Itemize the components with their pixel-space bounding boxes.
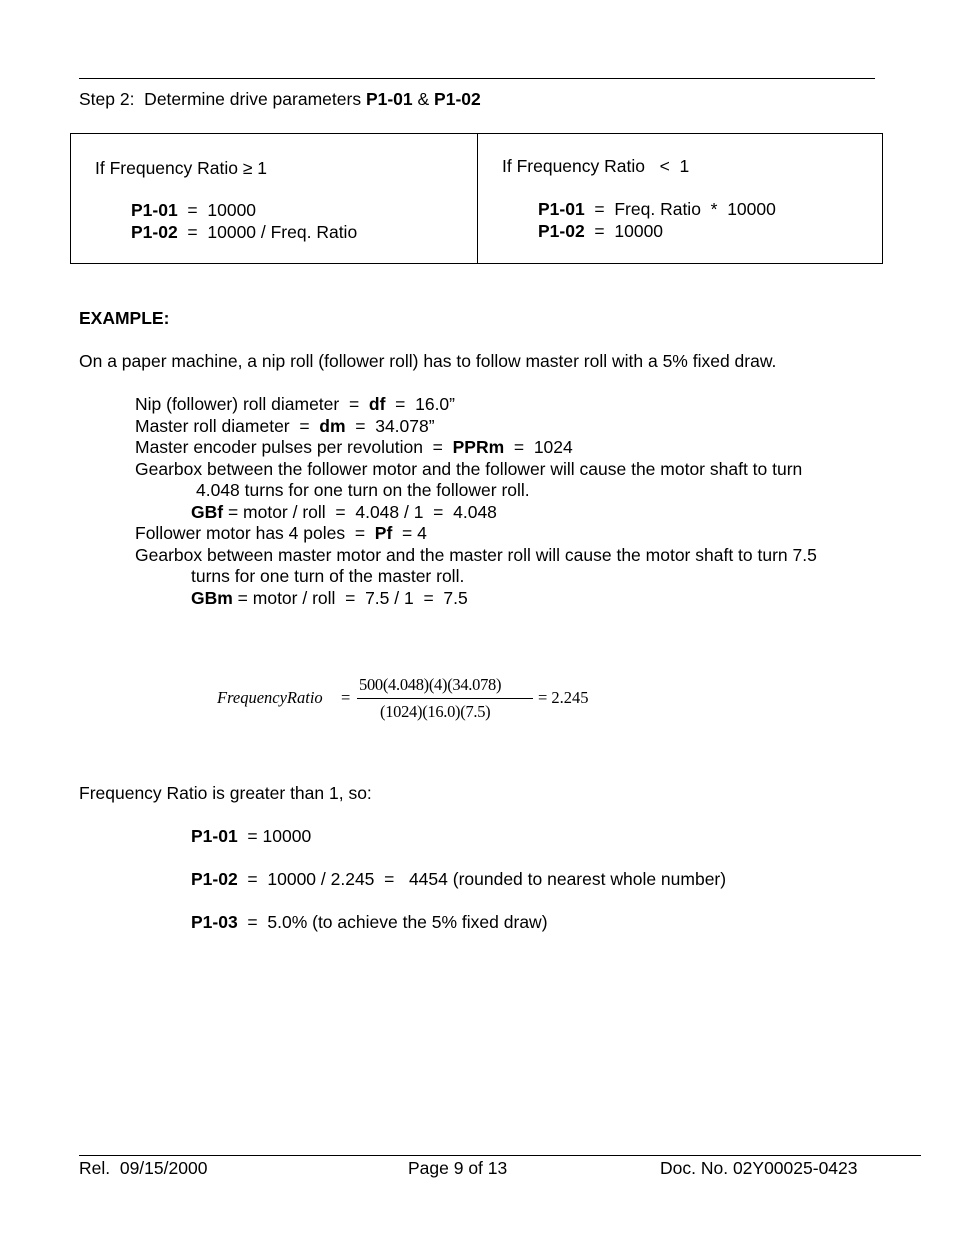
poles-text: Follower motor has 4 poles = xyxy=(135,523,375,543)
right-p101-label: P1-01 xyxy=(538,199,585,219)
poles-symbol: Pf xyxy=(374,523,393,543)
equation-lhs xyxy=(217,690,323,707)
conclusion-p103-value: = 5.0% (to achieve the 5% fixed draw) xyxy=(237,912,548,932)
gbm-formula: = motor / roll = 7.5 / 1 = 7.5 xyxy=(232,588,468,608)
poles-value: = 4 xyxy=(392,523,427,543)
encoder-line xyxy=(135,439,573,457)
gbf-formula-line xyxy=(191,504,497,522)
conclusion-p101-value: = 10000 xyxy=(237,826,312,846)
gbf-symbol: GBf xyxy=(191,502,224,522)
conclusion-p102-value: = 10000 / 2.245 = 4454 (rounded to nearest whole number) xyxy=(237,869,727,889)
header-rule xyxy=(79,78,875,79)
gbf-line-1: Gearbox between the follower motor and the follower will cause the motor shaft to turn xyxy=(135,459,803,479)
left-p101-label: P1-01 xyxy=(131,200,178,220)
left-p102-label: P1-02 xyxy=(131,222,178,242)
right-p102-line xyxy=(538,223,663,241)
gbm-formula-line xyxy=(191,590,468,608)
conclusion-p102-line xyxy=(191,871,726,889)
step2-prefix: Step 2: Determine drive parameters xyxy=(79,89,366,109)
poles-line xyxy=(135,525,427,543)
footer-release: Rel. 09/15/2000 xyxy=(79,1158,208,1178)
step2-p101: P1-01 xyxy=(365,89,413,109)
left-p102-line xyxy=(131,224,357,242)
right-p101-value: = Freq. Ratio * 10000 xyxy=(584,199,776,219)
nip-diameter-symbol: df xyxy=(368,394,386,414)
encoder-symbol: PPRm xyxy=(452,437,505,457)
conclusion-p103-line xyxy=(191,914,548,932)
left-condition: If Frequency Ratio ≥ 1 xyxy=(95,158,268,178)
footer-doc-number: Doc. No. 02Y00025-0423 xyxy=(660,1158,858,1178)
gbm-line-2: turns for one turn of the master roll. xyxy=(191,566,465,586)
footer-rule xyxy=(79,1155,921,1156)
nip-diameter-line xyxy=(135,396,455,414)
conclusion-p101-line xyxy=(191,828,311,846)
left-p101-value: = 10000 xyxy=(177,200,257,220)
conclusion-p101-label: P1-01 xyxy=(191,826,238,846)
equation-numerator: 500(4.048)(4)(34.078) xyxy=(359,675,502,694)
gbf-formula: = motor / roll = 4.048 / 1 = 4.048 xyxy=(223,502,497,522)
equation-equals: = xyxy=(341,688,351,707)
right-condition: If Frequency Ratio < 1 xyxy=(502,156,690,176)
step2-p102: P1-02 xyxy=(434,89,481,109)
conclusion-p103-label: P1-03 xyxy=(191,912,238,932)
master-diameter-line xyxy=(135,418,435,436)
master-diameter-symbol: dm xyxy=(319,416,346,436)
fraction-bar xyxy=(357,698,533,699)
equation-result: = 2.245 xyxy=(538,688,589,707)
gbm-symbol: GBm xyxy=(191,588,233,608)
right-p101-line xyxy=(538,201,776,219)
equation-denominator: (1024)(16.0)(7.5) xyxy=(380,702,491,721)
example-intro: On a paper machine, a nip roll (follower roll) has to follow master roll with a 5% fixed draw. xyxy=(79,351,777,371)
gbm-line-1: Gearbox between master motor and the master roll will cause the motor shaft to turn 7.5 xyxy=(135,545,817,565)
left-p102-value: = 10000 / Freq. Ratio xyxy=(177,222,358,242)
right-p102-label: P1-02 xyxy=(538,221,585,241)
left-p101-line xyxy=(131,202,256,220)
equation-lhs-text: FrequencyRatio xyxy=(217,688,323,707)
step2-amp: & xyxy=(412,89,435,109)
parameter-table xyxy=(70,133,883,264)
footer-page-number: Page 9 of 13 xyxy=(408,1158,508,1178)
master-diameter-value: = 34.078” xyxy=(345,416,435,436)
encoder-text: Master encoder pulses per revolution = xyxy=(135,437,453,457)
step2-line xyxy=(79,91,481,109)
right-p102-value: = 10000 xyxy=(584,221,664,241)
table-divider xyxy=(477,134,478,263)
nip-diameter-text: Nip (follower) roll diameter = xyxy=(135,394,369,414)
encoder-value: = 1024 xyxy=(504,437,573,457)
gbf-line-2: 4.048 turns for one turn on the follower roll. xyxy=(196,480,530,500)
conclusion-p102-label: P1-02 xyxy=(191,869,238,889)
nip-diameter-value: = 16.0” xyxy=(385,394,455,414)
example-heading: EXAMPLE: xyxy=(79,308,170,328)
master-diameter-text: Master roll diameter = xyxy=(135,416,320,436)
conclusion-intro: Frequency Ratio is greater than 1, so: xyxy=(79,783,372,803)
